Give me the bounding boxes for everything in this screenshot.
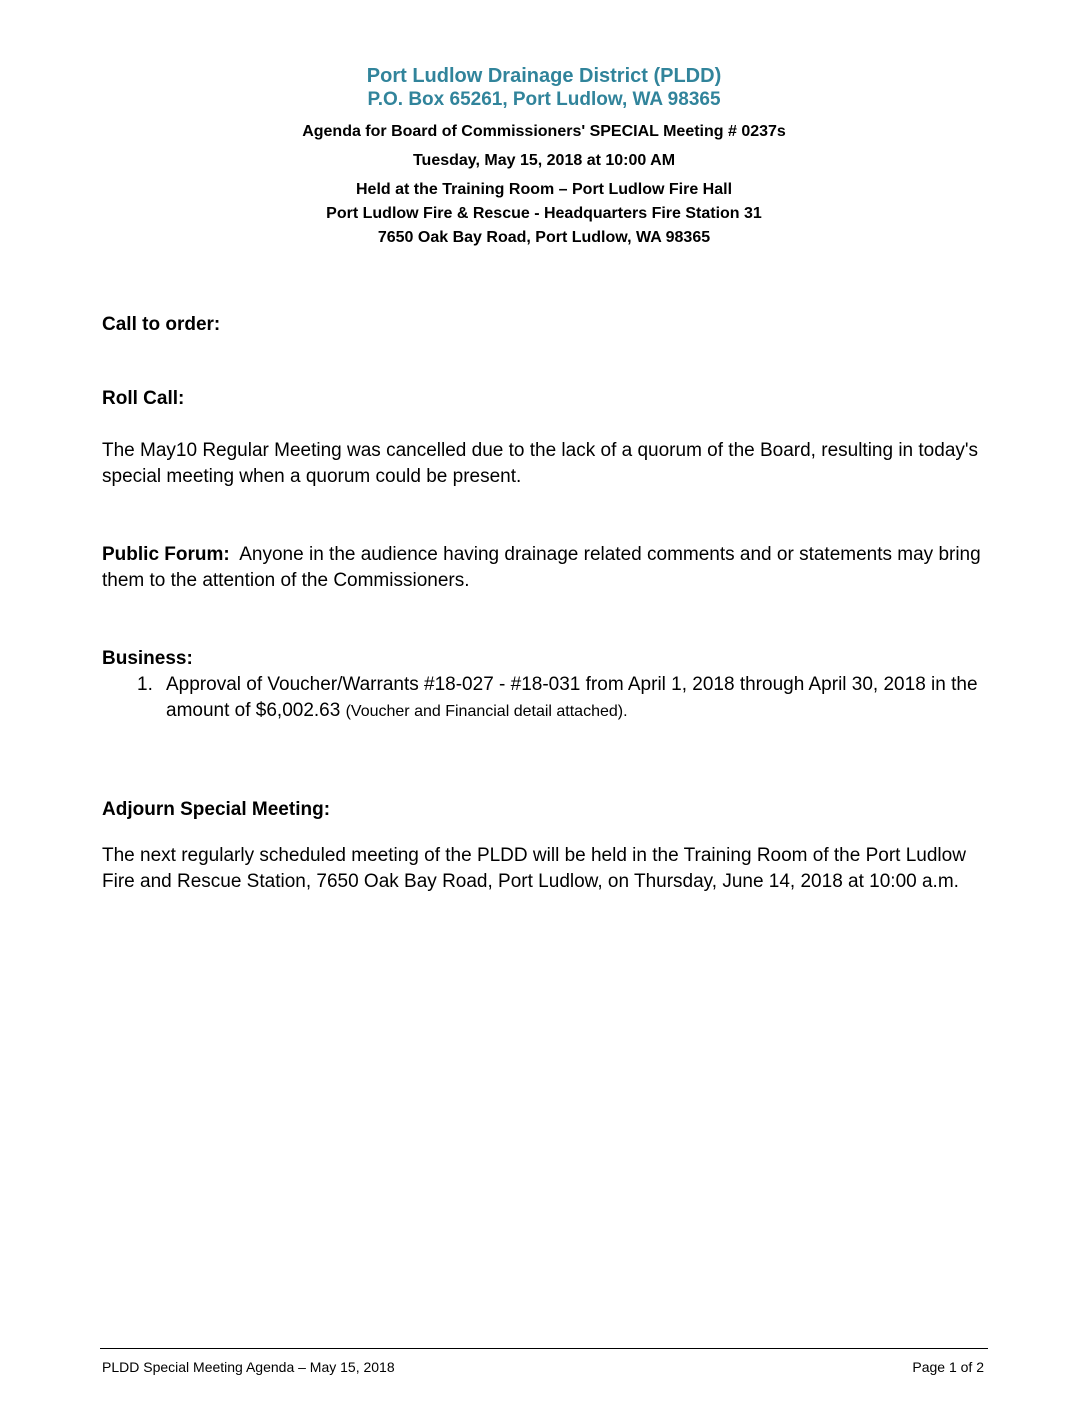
meeting-location-2: Port Ludlow Fire & Rescue - Headquarters Fire Station 31 — [326, 205, 762, 222]
business-heading: Business: — [102, 648, 193, 669]
page-number: Page 1 of 2 — [912, 1359, 984, 1375]
agenda-title: Agenda for Board of Commissioners' SPECIAL Meeting # 0237s — [302, 123, 786, 140]
footer-divider — [100, 1348, 988, 1349]
adjourn-heading: Adjourn Special Meeting: — [102, 799, 331, 820]
public-forum-label: Public Forum: — [102, 544, 230, 565]
meeting-location-3: 7650 Oak Bay Road, Port Ludlow, WA 98365 — [377, 229, 711, 246]
call-to-order-heading: Call to order: — [102, 314, 221, 335]
meeting-location-1: Held at the Training Room – Port Ludlow Fire Hall — [355, 181, 733, 198]
footer-title: PLDD Special Meeting Agenda – May 15, 2018 — [102, 1359, 395, 1375]
business-item-text: Approval of Voucher/Warrants #18-027 - #18-031 from April 1, 2018 through April 30, 2018 in the amount of $6,002.63 — [166, 674, 978, 721]
business-item-number: 1. — [137, 674, 153, 695]
roll-call-heading: Roll Call: — [102, 388, 185, 409]
meeting-date-time: Tuesday, May 15, 2018 at 10:00 AM — [412, 152, 676, 169]
roll-call-note: The May10 Regular Meeting was cancelled due to the lack of a quorum of the Board, resulting in today's special meeting when a quorum could be present. — [102, 440, 979, 487]
org-address: P.O. Box 65261, Port Ludlow, WA 98365 — [367, 89, 721, 110]
business-item — [137, 672, 982, 725]
next-meeting-note: The next regularly scheduled meeting of the PLDD will be held in the Training Room of the Port Ludlow Fire and Rescue Station, 7650 Oak Bay Road, Port Ludlow, on Thursday, June 14, 2018 at 10:00 a.m. — [102, 845, 966, 892]
public-forum-paragraph — [102, 542, 982, 594]
public-forum-text: Anyone in the audience having drainage related comments and or statements may bring them to the attention of the Commissioners. — [102, 544, 981, 591]
org-name: Port Ludlow Drainage District (PLDD) — [366, 65, 722, 87]
business-item-note: (Voucher and Financial detail attached). — [345, 703, 628, 720]
